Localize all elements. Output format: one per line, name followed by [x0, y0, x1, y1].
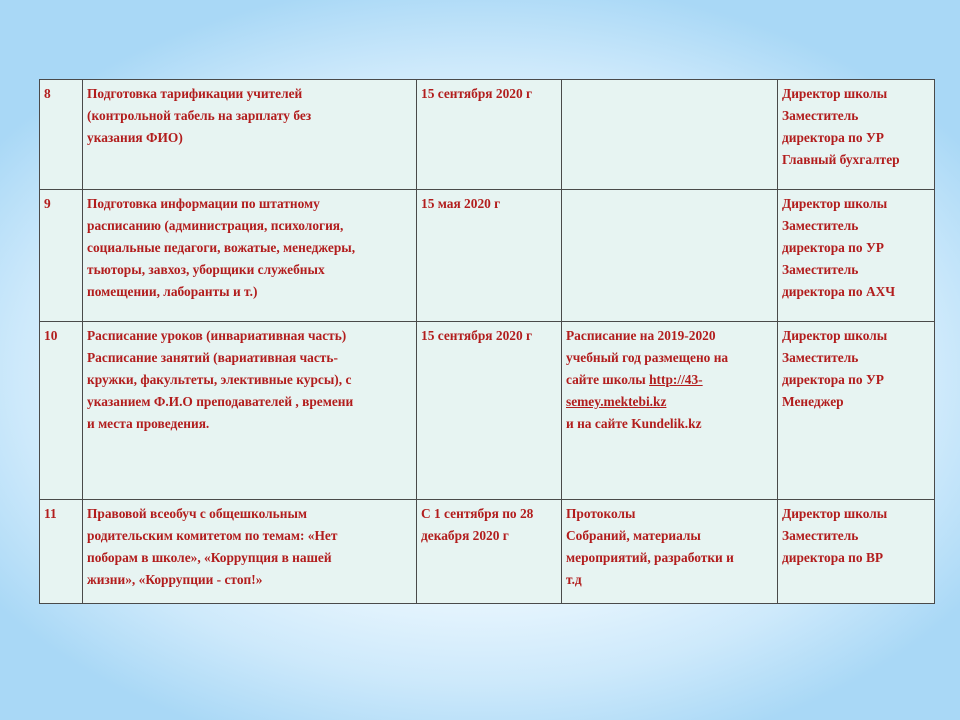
table-row — [40, 190, 935, 322]
task-cell: Подготовка тарификации учителей (контрольной табель на зарплату без указания ФИО) — [83, 80, 417, 190]
task-cell: Расписание уроков (инвариативная часть) Расписание занятий (вариативная часть- кружки, факультеты, элективные курсы), с указанием Ф.И.О преподавателей , времени и места проведения. — [83, 322, 417, 500]
table-row — [40, 500, 935, 604]
responsible-cell: Директор школы Заместитель директора по УР Менеджер — [778, 322, 935, 500]
task-cell: Правовой всеобуч с общешкольным родительским комитетом по темам: «Нет поборам в школе», «Коррупция в нашей жизни», «Коррупции - стоп!» — [83, 500, 417, 604]
deadline-cell: С 1 сентября по 28 декабря 2020 г — [417, 500, 562, 604]
school-site-link-continued[interactable]: semey.mektebi.kz — [566, 394, 667, 409]
task-cell: Подготовка информации по штатному расписанию (администрация, психология, социальные педагоги, вожатые, менеджеры, тьюторы, завхоз, уборщики служебных помещении, лаборанты и т.) — [83, 190, 417, 322]
table-row — [40, 322, 935, 500]
deadline-cell: 15 сентября 2020 г — [417, 322, 562, 500]
deadline-cell: 15 сентября 2020 г — [417, 80, 562, 190]
school-site-link[interactable]: http://43- — [649, 372, 703, 387]
row-number: 11 — [40, 500, 83, 604]
row-number: 8 — [40, 80, 83, 190]
responsible-cell: Директор школы Заместитель директора по ВР — [778, 500, 935, 604]
row-number: 10 — [40, 322, 83, 500]
deadline-cell: 15 мая 2020 г — [417, 190, 562, 322]
row-number: 9 — [40, 190, 83, 322]
responsible-cell: Директор школы Заместитель директора по УР Заместитель директора по АХЧ — [778, 190, 935, 322]
result-cell — [562, 190, 778, 322]
result-cell: Расписание на 2019-2020 учебный год размещено на сайте школы http://43- semey.mektebi.kz и на сайте Kundelik.kz — [562, 322, 778, 500]
plan-table — [39, 79, 935, 604]
result-cell — [562, 80, 778, 190]
table-row — [40, 80, 935, 190]
result-cell: Протоколы Собраний, материалы мероприятий, разработки и т.д — [562, 500, 778, 604]
plan-table-container — [39, 79, 934, 604]
responsible-cell: Директор школы Заместитель директора по УР Главный бухгалтер — [778, 80, 935, 190]
